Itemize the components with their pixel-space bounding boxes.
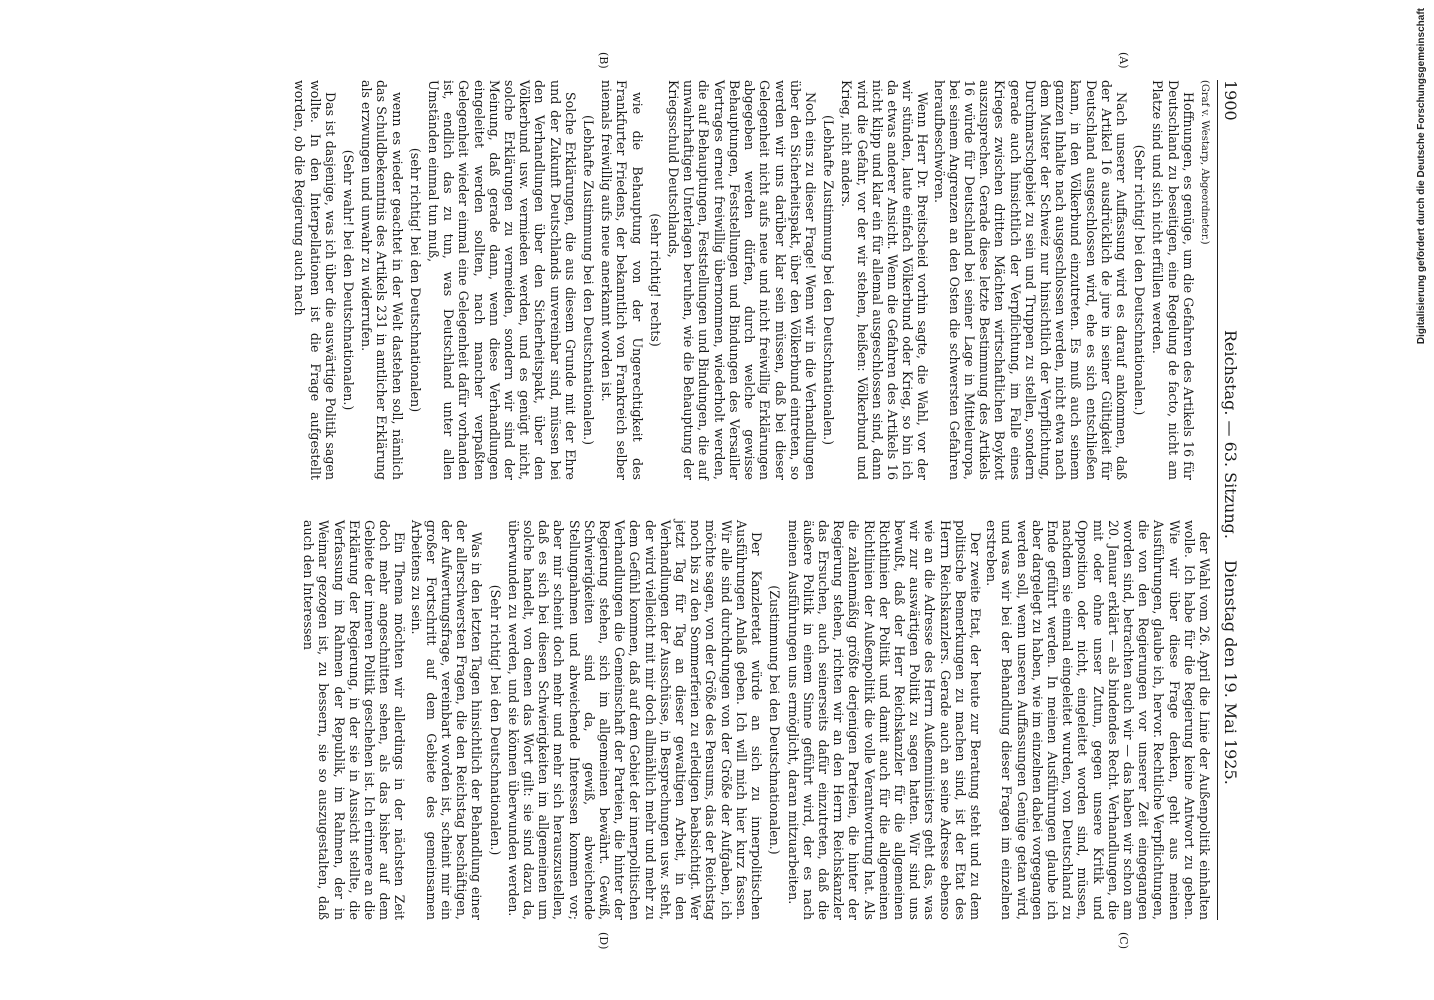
paragraph: (Sehr richtig! bei den Deutschnationalen.) bbox=[487, 584, 503, 856]
right-column bbox=[300, 520, 1212, 920]
margin-mark-a: (A) bbox=[1117, 52, 1130, 69]
paragraph: Hoffnungen, es genüge, um die Gefahren des Artikels 16 für Deutschland zu beseitigen, eine Regelung de facto, nicht am Platze sind und sich nicht erfüllen werden. bbox=[1150, 80, 1196, 480]
paragraph: (Sehr wahr! bei den Deutschnationalen.) bbox=[341, 149, 357, 411]
page-number: 1900 bbox=[1221, 80, 1240, 121]
running-header bbox=[1217, 80, 1242, 920]
margin-mark-d: (D) bbox=[597, 932, 610, 950]
paragraph: Nach unserer Auffassung wird es darauf ankommen, daß der Artikel 16 ausdrücklich de jure in seiner Gültigkeit für Deutschland ausgeschlossen wird, ehe es sich entschließen kann, in den Völkerbund einzutreten. Es muß auch seinem ganzen Inhalte nach ausgeschlossen werden, nicht etwa nach dem Muster der Schweiz nur hinsichtlich der Verpflichtung, Durchmarschgebiet zu sein und Truppen zu stellen, sondern gerade auch hinsichtlich der Verpflichtung, im Falle eines Krieges zwischen dritten Mächten wirtschaftlichen Boykott auszusprechen. Gerade diese letzte Bestimmung des Artikels 16 würde für Deutschland bei seiner Lage in Mitteleuropa, bei seinem Angrenzen an den Osten die schwersten Gefahren heraufbeschwören. bbox=[931, 80, 1129, 480]
paragraph: Das ist dasjenige, was ich über die auswärtige Politik sagen wollte. In den Interpellationen ist die Frage aufgestellt worden, ob die Regierung auch nach bbox=[292, 80, 338, 480]
paragraph: wenn es wieder geachtet in der Welt dastehen soll, nämlich das Schuldbekenntnis des Artikels 231 in amtlicher Erklärung als erzwungen und unwahr zu widerrufen. bbox=[359, 80, 405, 480]
rotated-page bbox=[10, 0, 1330, 1000]
dfg-credit-text: Digitalisierung gefördert durch die Deutsche Forschungsgemeinschaft bbox=[1416, 8, 1427, 345]
left-column bbox=[291, 80, 1212, 480]
paragraph: der Wahl vom 26. April die Linie der Außenpolitik einhalten wolle. Ich habe für die Regierung keine Antwort zu geben. Wie wir über diese Frage denken, geht aus meinen Ausführungen, glaube ich, hervor. Rechtliche Verpflichtungen, die von den Regierungen vor unserer Zeit eingegangen worden sind, betrachten auch wir — das haben wir schon am 20. Januar erklärt — als bindendes Recht. Verhandlungen, die mit oder ohne unser Zutun, gegen unsere Kritik und Opposition oder nicht, eingeleitet worden sind, müssen, nachdem sie einmal eingeleitet wurden, von Deutschland zu Ende geführt werden. In meinen Ausführungen glaube ich aber dargelegt zu haben, wie im einzelnen dabei vorgegangen werden soll, wenn unseren Auffassungen Genüge getan wird, und was wir bei der Behandlung dieser Fragen im einzelnen erstreben. bbox=[984, 520, 1212, 920]
paragraph: Der zweite Etat, der heute zur Beratung steht und zu dem politische Bemerkungen zu machen sind, ist der Etat des Herrn Reichskanzlers. Gerade auch an seine Adresse ebenso wie an die Adresse des Herrn Außenministers geht das, was wir zur auswärtigen Politik zu sagen hatten. Wir sind uns bewußt, daß der Herr Reichskanzler für die allgemeinen Richtlinien der Politik und damit auch für die allgemeinen Richtlinien der Außenpolitik die volle Verantwortung hat. Als die zahlenmäßig größte derjenigen Parteien, die hinter der Regierung stehen, richten wir an den Herrn Reichskanzler das Ersuchen, auch seinerseits dafür einzutreten, daß die äußere Politik in einem Sinne geführt wird, der es nach meinen Ausführungen uns ermöglicht, daran mitzuarbeiten. bbox=[785, 520, 983, 920]
header-left-title: Reichstag. — 63. Sitzung. bbox=[1221, 330, 1240, 539]
paragraph: (sehr richtig! bei den Deutschnationalen) bbox=[407, 147, 423, 413]
paragraph: Noch eins zu dieser Frage! Wenn wir in die Verhandlungen über den Sicherheitspakt, über den Völkerbund eintreten, so werden wir uns darüber klar sein müssen, daß bei dieser Gelegenheit nicht aufs neue und nicht freiwillig Erklärungen abgegeben werden dürfen, durch welche gewisse Behauptungen, Feststellungen und Bindungen des Versailler Vertrages erneut freiwillig übernommen, wiederholt werden, die auf Behauptungen, Feststellungen und Bindungen, die auf unwahrhaftigen Unterlagen beruhen, wie die Behauptung der Kriegsschuld Deutschlands, bbox=[666, 80, 818, 480]
paragraph: Solche Erklärungen, die aus diesem Grunde mit der Ehre und der Zukunft Deutschlands unvereinbar sind, müssen bei den Verhandlungen über den Sicherheitspakt, über den Völkerbund usw. vermieden werden, und es genügt nicht, solche Erklärungen zu vermeiden, sondern wir sind der Meinung, daß gerade dann, wenn diese Verhandlungen eingeleitet werden sollten, nach mancher verpaßten Gelegenheit wieder einmal eine Gelegenheit dafür vorhanden ist, endlich das zu tun, was Deutschland unter allen Umständen einmal tun muß, bbox=[426, 80, 578, 480]
paragraph: (Lebhafte Zustimmung bei den Deutschnationalen.) bbox=[821, 114, 837, 446]
paragraph: Ein Thema möchten wir allerdings in der nächsten Zeit doch mehr angeschnitten sehen, als das bisher auf dem Gebiete der inneren Politik geschehen ist. Ich erinnere an die Erklärung der Regierung, in der sie in Aussicht stellte, die Verfassung im Rahmen der Republik, im Rahmen, der in Weimar gezogen ist, zu bessern, sie so auszugestalten, daß auch den Interessen bbox=[301, 520, 408, 920]
margin-mark-c: (C) bbox=[1117, 932, 1130, 949]
paragraph: (Lebhafte Zustimmung bei den Deutschnationalen.) bbox=[581, 114, 597, 446]
paragraph: (Zustimmung bei den Deutschnationalen.) bbox=[767, 585, 783, 855]
paragraph: Der Kanzleretat würde an sich zu innerpolitischen Ausführungen Anlaß geben. Ich will mich hier kurz fassen. Wir alle sind durchdrungen von der Größe der Aufgaben, ich möchte sagen, von der Größe des Pensums, das der Reichstag noch bis zu den Sommerferien zu erledigen beabsichtigt. Wer jetzt Tag für Tag an dieser gewaltigen Arbeit, in den Verhandlungen der Ausschüsse, in Besprechungen usw. steht, der wird vielleicht mit mir doch allmählich mehr und mehr zu dem Gefühl kommen, daß auf dem Gebiet der innerpolitischen Verhandlungen die Gemeinschaft der Parteien, die hinter der Regierung stehen, sich im allgemeinen bewährt. Gewiß, Schwierigkeiten sind da, gewiß, abweichende Stellungnahmen und abweichende Interessen kommen vor; aber mir scheint doch mehr und mehr sich herauszustellen, daß es sich bei diesen Schwierigkeiten im allgemeinen um solche handelt, von denen das Wort gilt: sie sind dazu da, überwunden zu werden, und sie können überwunden werden. bbox=[505, 520, 765, 920]
dfg-credit-strip bbox=[1416, 8, 1430, 708]
paragraph: (Sehr richtig! bei den Deutschnationalen.) bbox=[1132, 144, 1148, 416]
header-right-title: Dienstag den 19. Mai 1925. bbox=[1221, 560, 1240, 785]
speaker-note: (Graf v. Westarp, Abgeordneter.) bbox=[1199, 80, 1210, 245]
paragraph: Was in den letzten Tagen hinsichtlich der Behandlung einer der allerschwersten Fragen, die den Reichstag beschäftigen, der Aufwertungsfrage, vereinbart worden ist, scheint mir ein großer Fortschritt auf dem Gebiete des gemeinsamen Arbeitens zu sein. bbox=[408, 520, 485, 920]
paragraph: (sehr richtig! rechts) bbox=[647, 213, 663, 347]
paragraph: wie die Behauptung von der Ungerechtigkeit des Frankfurter Friedens, der bekanntlich von Frankreich selber niemals freiwillig aufs neue anerkannt worden ist. bbox=[599, 80, 645, 480]
paragraph: Wenn Herr Dr. Breitscheid vorhin sagte, die Wahl, vor der wir stünden, laute einfach Völkerbund oder Krieg, so bin ich da etwas anderer Ansicht. Wenn die Gefahren des Artikels 16 nicht klipp und klar ein für allemal ausgeschlossen sind, dann wird die Gefahr, vor der wir stehen, heißen: Völkerbund und Krieg, nicht anders. bbox=[839, 80, 931, 480]
margin-mark-b: (B) bbox=[597, 52, 610, 69]
